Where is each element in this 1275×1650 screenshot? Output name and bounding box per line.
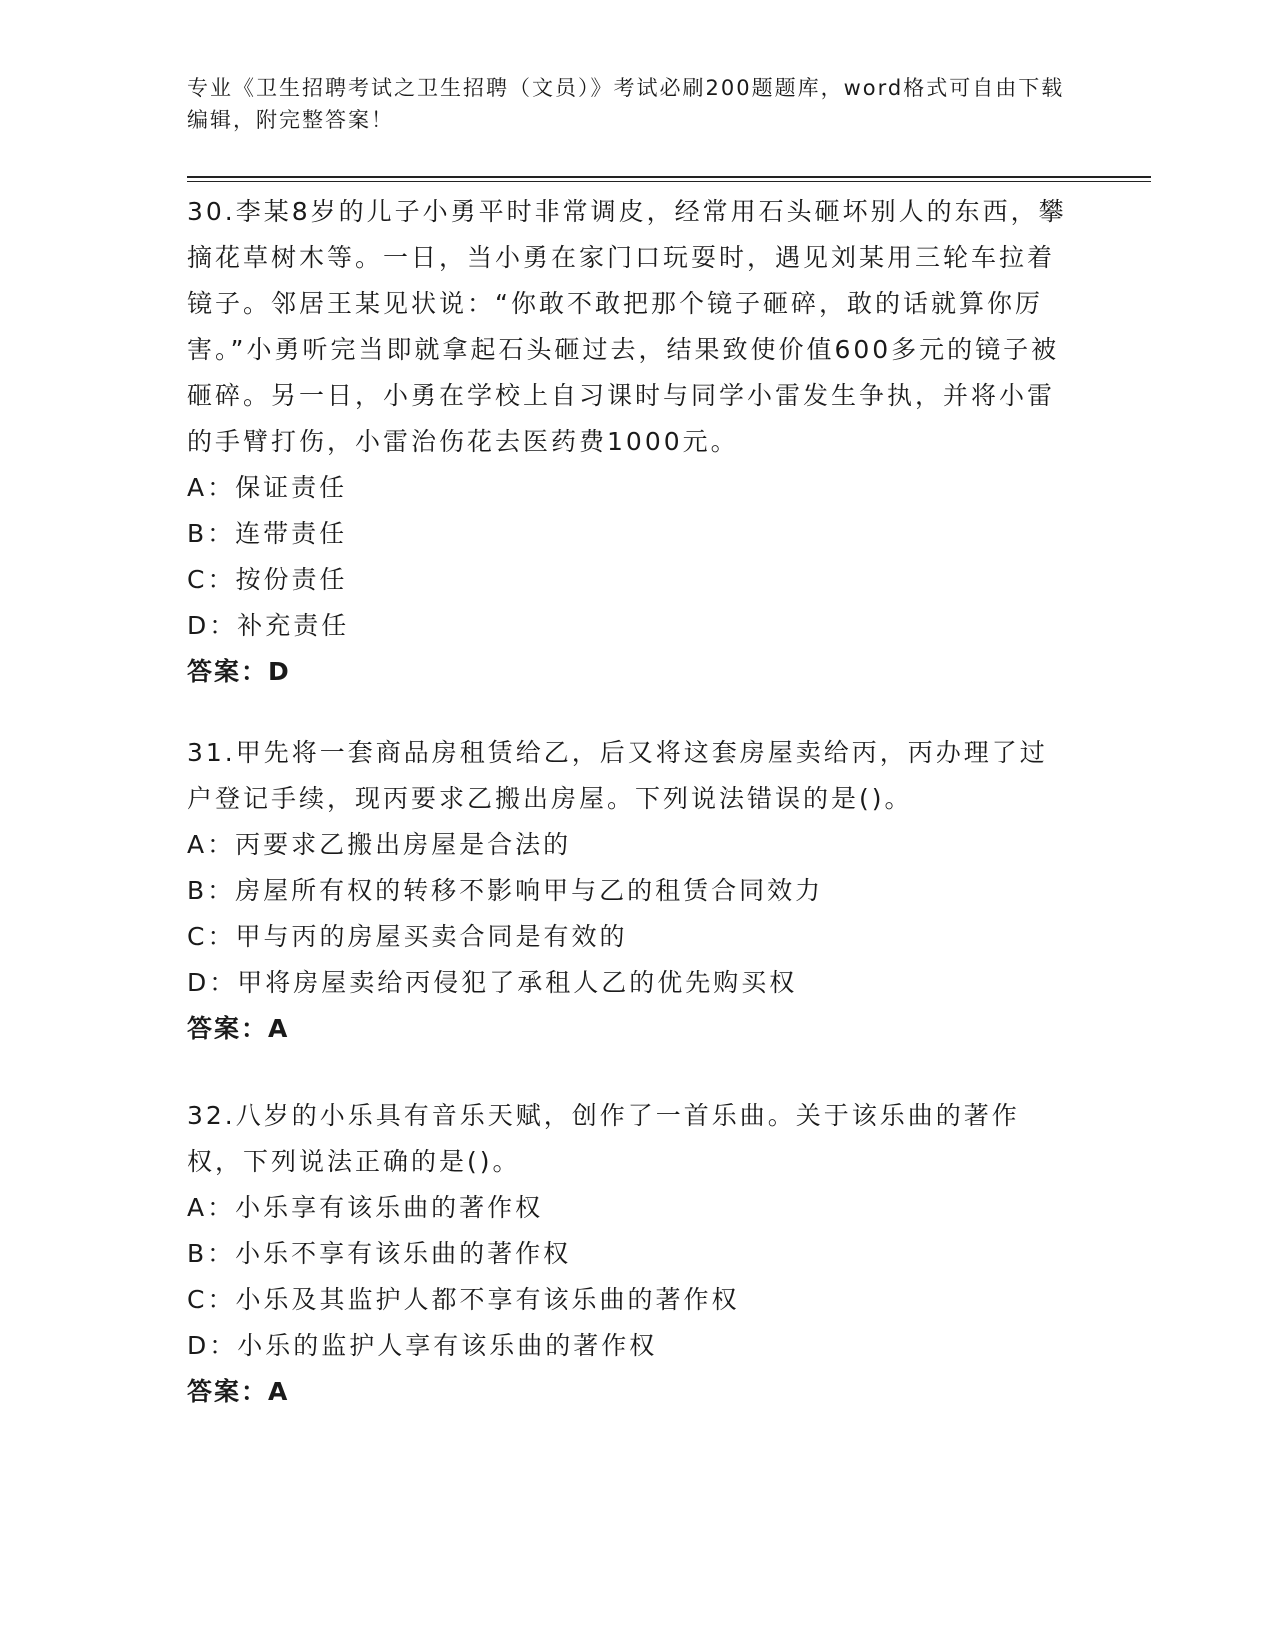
option-c: C：按份责任 [187,565,348,594]
option-b: B：房屋所有权的转移不影响甲与乙的租赁合同效力 [187,876,824,905]
answer: 答案：A [187,1014,290,1043]
option-c: C：甲与丙的房屋买卖合同是有效的 [187,922,628,951]
option-a: A：保证责任 [187,473,348,502]
answer: 答案：A [187,1377,290,1406]
answer: 答案：D [187,657,291,686]
header-divider [187,176,1151,178]
option-d: D：补充责任 [187,611,350,640]
question-31 [187,730,1067,1052]
document-header: 专业《卫生招聘考试之卫生招聘（文员）》考试必刷200题题库，word格式可自由下载编辑，附完整答案！ [187,76,1065,132]
question-32 [187,1093,1067,1415]
option-b: B：连带责任 [187,519,348,548]
question-stem: 30.李某8岁的儿子小勇平时非常调皮，经常用石头砸坏别人的东西，攀摘花草树木等。一日，当小勇在家门口玩耍时，遇见刘某用三轮车拉着镜子。邻居王某见状说：“你敢不敢把那个镜子砸碎，敢的话就算你厉害。”小勇听完当即就拿起石头砸过去，结果致使价值600多元的镜子被砸碎。另一日，小勇在学校上自习课时与同学小雷发生争执，并将小雷的手臂打伤，小雷治伤花去医药费1000元。 [187,197,1067,456]
question-30 [187,189,1067,695]
option-a: A：丙要求乙搬出房屋是合法的 [187,830,572,859]
question-stem: 32.八岁的小乐具有音乐天赋，创作了一首乐曲。关于该乐曲的著作权，下列说法正确的是()。 [187,1101,1020,1176]
option-b: B：小乐不享有该乐曲的著作权 [187,1239,572,1268]
question-stem: 31.甲先将一套商品房租赁给乙，后又将这套房屋卖给丙，丙办理了过户登记手续，现丙要求乙搬出房屋。下列说法错误的是()。 [187,738,1048,813]
header-divider-thin [187,181,1151,182]
option-a: A：小乐享有该乐曲的著作权 [187,1193,544,1222]
option-d: D：甲将房屋卖给丙侵犯了承租人乙的优先购买权 [187,968,798,997]
option-d: D：小乐的监护人享有该乐曲的著作权 [187,1331,658,1360]
option-c: C：小乐及其监护人都不享有该乐曲的著作权 [187,1285,740,1314]
